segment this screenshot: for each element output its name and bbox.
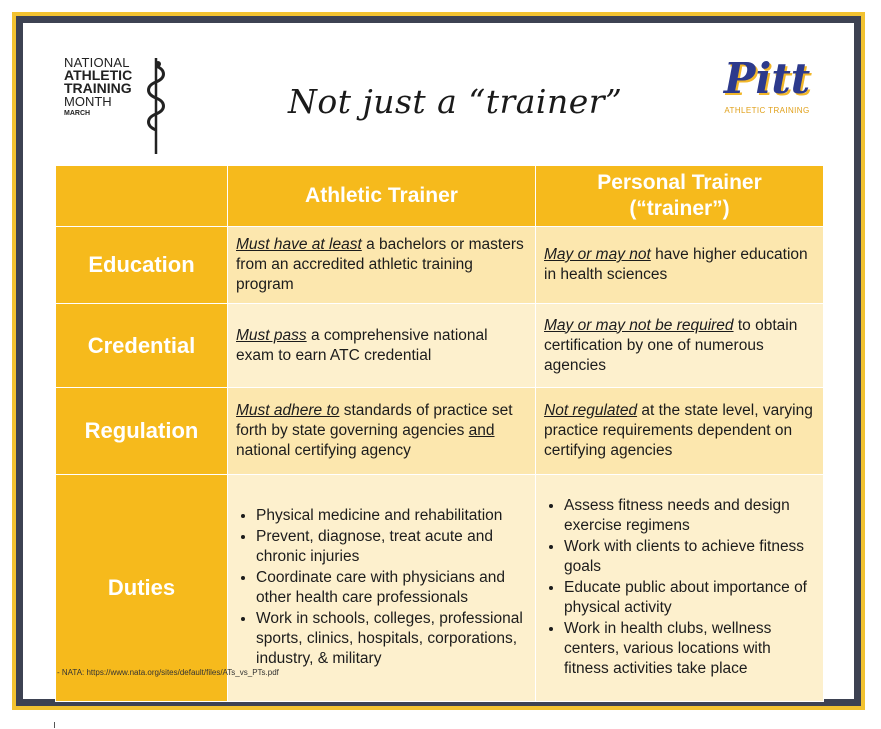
header-athletic-trainer: Athletic Trainer	[228, 166, 536, 227]
list-item: • Prevent, diagnose, treat acute and chronic injuries	[256, 527, 527, 567]
nata-line-month: MONTH	[64, 94, 112, 109]
nata-line-march: MARCH	[64, 110, 91, 117]
header-blank	[56, 166, 228, 227]
table-row-regulation	[56, 388, 824, 475]
cell-text: to obtain certification by one of numerous agencies	[544, 316, 798, 374]
header-personal-trainer: Personal Trainer (“trainer”)	[536, 166, 824, 227]
row-label-credential: Credential	[56, 304, 228, 388]
cell-text: a comprehensive national exam to earn ATC credential	[236, 326, 488, 364]
emphasis: Must adhere to	[236, 402, 340, 419]
cell-regulation-at	[228, 388, 536, 475]
row-label-duties: Duties	[56, 475, 228, 702]
list-item: • Assess fitness needs and design exercise regimens	[564, 496, 815, 536]
nata-logo-text	[64, 56, 132, 120]
list-item: • Educate public about importance of physical activity	[564, 578, 815, 618]
nata-line-training: TRAINING	[64, 80, 132, 96]
cell-text: standards of practice set forth by state governing agencies	[236, 402, 513, 439]
duties-pt-list	[544, 496, 815, 679]
comparison-table	[55, 165, 824, 702]
list-item: • Work with clients to achieve fitness goals	[564, 537, 815, 577]
row-label-regulation: Regulation	[56, 388, 228, 475]
pitt-wordmark: Pitt	[723, 54, 811, 103]
cell-regulation-pt	[536, 388, 824, 475]
cell-education-at	[228, 227, 536, 304]
cell-text: national certifying agency	[236, 442, 411, 459]
cell-text: have higher education in health sciences	[544, 246, 808, 283]
emphasis-and: and	[468, 422, 495, 439]
cell-credential-pt	[536, 304, 824, 388]
list-item: • Coordinate care with physicians and other health care professionals	[256, 568, 527, 608]
emphasis: May or may not be required	[544, 316, 734, 334]
caduceus-icon	[144, 56, 168, 156]
source-citation: - NATA: https://www.nata.org/sites/default/files/ATs_vs_PTs.pdf	[57, 668, 279, 677]
emphasis: May or may not	[544, 246, 651, 263]
table-row-credential	[56, 304, 824, 388]
pitt-subtitle: ATHLETIC TRAINING	[724, 106, 810, 115]
nata-logo	[64, 56, 184, 156]
cell-text: a bachelors or masters from an accredited athletic training program	[236, 236, 524, 293]
nata-line-national: NATIONAL	[64, 55, 130, 70]
duties-at-list	[236, 506, 527, 669]
table-row-education	[56, 227, 824, 304]
emphasis: Not regulated	[544, 402, 638, 419]
emphasis: Must pass	[236, 326, 307, 344]
list-item: • Physical medicine and rehabilitation	[256, 506, 527, 526]
row-label-education: Education	[56, 227, 228, 304]
pitt-logo	[712, 54, 822, 115]
page-title: Not just a “trainer”	[288, 82, 623, 121]
list-item: • Work in health clubs, wellness centers, various locations with fitness activities take place	[564, 619, 815, 679]
cell-duties-pt	[536, 475, 824, 702]
nata-line-athletic: ATHLETIC	[64, 67, 133, 83]
cell-text: at the state level, varying practice requirements dependent on certifying agencies	[544, 402, 813, 459]
emphasis: Must have at least	[236, 236, 362, 253]
table-header-row	[56, 166, 824, 227]
cell-credential-at	[228, 304, 536, 388]
cell-education-pt	[536, 227, 824, 304]
list-item: • Work in schools, colleges, professional sports, clinics, hospitals, corporations, industry, & military	[256, 609, 527, 669]
tick-mark	[54, 722, 55, 728]
